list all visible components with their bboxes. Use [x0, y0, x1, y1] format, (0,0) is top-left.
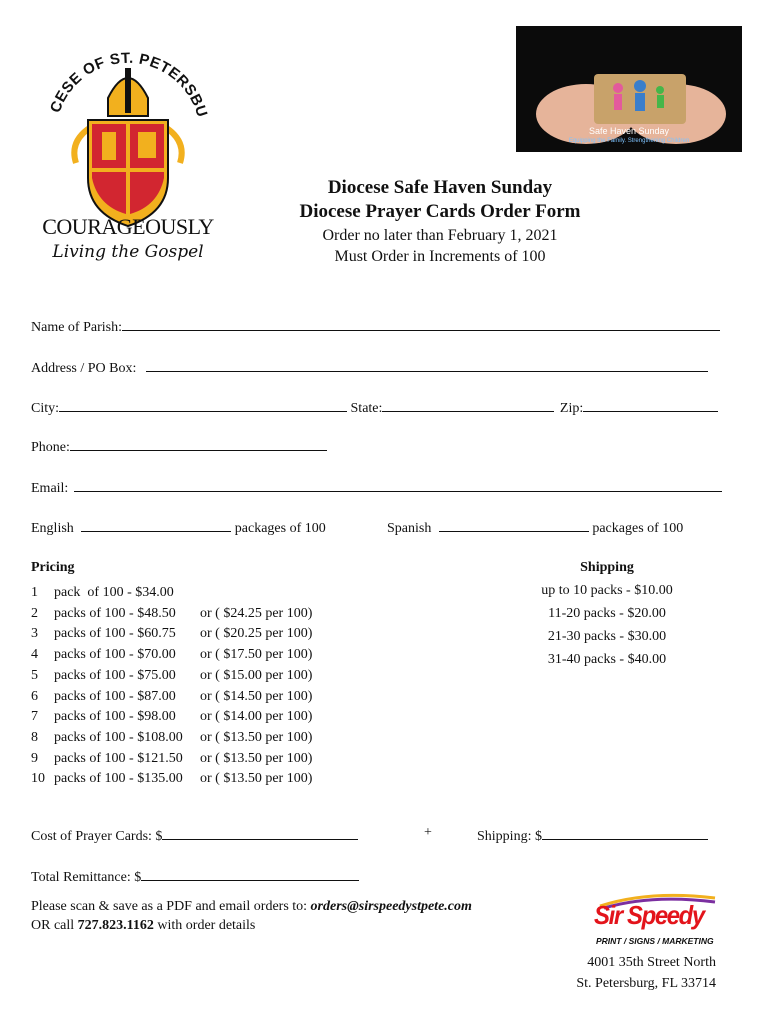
logo-tagline: Living the Gospel: [52, 242, 204, 262]
parish-field[interactable]: [122, 316, 720, 331]
pricing-desc: packs of 100 - $48.50: [54, 605, 176, 621]
address-field[interactable]: [146, 357, 708, 372]
hero-subcaption: Equipping the Family. Strengthening Children: [568, 138, 690, 144]
pricing-per-100: or ( $17.50 per 100): [200, 647, 313, 663]
pricing-qty: 5: [31, 667, 38, 683]
pricing-desc: packs of 100 - $135.00: [54, 771, 183, 787]
svg-text:DIOCESE OF ST. PETERSBURG: CESE OF ST. PETERSBU: [46, 49, 211, 120]
cost-field[interactable]: [162, 825, 358, 840]
email-field[interactable]: [74, 477, 722, 492]
sir-speedy-logo: [590, 892, 720, 950]
email-label: Email:: [31, 481, 69, 496]
phone-label: Phone:: [31, 440, 70, 455]
call-suffix: with order details: [153, 918, 256, 933]
city-state-zip-row: [31, 397, 718, 417]
address-row: [31, 357, 708, 377]
pricing-per-100: or ( $15.00 per 100): [200, 667, 313, 683]
address-label: Address / PO Box:: [31, 361, 137, 376]
pricing-qty: 6: [31, 688, 38, 704]
pricing-qty: 4: [31, 647, 38, 663]
shipping-row: 21-30 packs - $30.00: [547, 629, 667, 644]
pricing-desc: packs of 100 - $75.00: [54, 667, 176, 683]
pricing-desc: packs of 100 - $121.50: [54, 750, 183, 766]
city-label: City:: [31, 401, 60, 416]
spanish-label: Spanish: [387, 521, 432, 536]
diocese-crest-icon: [28, 28, 228, 228]
shipping-cost-field[interactable]: [542, 825, 708, 840]
email-row: [31, 477, 722, 497]
english-label: English: [31, 521, 74, 536]
cost-label: Cost of Prayer Cards: $: [31, 829, 163, 844]
safe-haven-image: [516, 26, 742, 152]
sir-speedy-wordmark: Sir Speedy: [594, 900, 704, 930]
total-row: [31, 866, 359, 886]
english-quantity-field[interactable]: [81, 517, 231, 532]
pricing-heading: Pricing: [31, 560, 75, 575]
form-title-1: Diocese Safe Haven Sunday: [327, 177, 553, 198]
pricing-desc: packs of 100 - $98.00: [54, 709, 176, 725]
state-field[interactable]: [382, 397, 554, 412]
pricing-per-100: or ( $20.25 per 100): [200, 626, 313, 642]
city-field[interactable]: [59, 397, 347, 412]
cost-row: [31, 825, 358, 845]
pricing-qty: 1: [31, 585, 38, 600]
parish-label: Name of Parish:: [31, 320, 122, 335]
pricing-qty: 10: [31, 771, 45, 787]
spanish-row: [387, 517, 683, 537]
pricing-per-100: or ( $14.00 per 100): [200, 709, 313, 725]
shipping-cost-label: Shipping: $: [477, 829, 542, 844]
pricing-per-100: or ( $13.50 per 100): [200, 771, 313, 787]
shipping-heading: Shipping: [580, 560, 634, 575]
phone-row: [31, 436, 327, 456]
pricing-desc: packs of 100 - $108.00: [54, 729, 183, 745]
zip-field[interactable]: [583, 397, 718, 412]
form-title-2: Diocese Prayer Cards Order Form: [299, 201, 581, 222]
english-row: [31, 517, 326, 537]
call-prefix: OR call: [31, 918, 78, 933]
hero-caption: Safe Haven Sunday: [588, 126, 670, 136]
contact-line-1: [31, 899, 472, 915]
parish-row: [31, 316, 720, 336]
pricing-desc: pack of 100 - $34.00: [54, 585, 174, 600]
shipping-row: 11-20 packs - $20.00: [548, 606, 666, 621]
pricing-per-100: or ( $13.50 per 100): [200, 729, 313, 745]
pricing-per-100: or ( $24.25 per 100): [200, 605, 313, 621]
address-line-2: St. Petersburg, FL 33714: [576, 976, 716, 991]
spanish-quantity-field[interactable]: [439, 517, 589, 532]
diocese-logo: [28, 28, 228, 268]
pricing-per-100: or ( $13.50 per 100): [200, 750, 313, 766]
pricing-qty: 2: [31, 605, 38, 621]
sir-speedy-tagline: PRINT / SIGNS / MARKETING: [596, 936, 714, 946]
shipping-row: up to 10 packs - $10.00: [541, 583, 673, 598]
order-phone-link[interactable]: 727.823.1162: [77, 918, 154, 933]
english-suffix: packages of 100: [234, 521, 326, 536]
pricing-qty: 7: [31, 709, 38, 725]
pricing-desc: packs of 100 - $87.00: [54, 688, 176, 704]
address-line-1: 4001 35th Street North: [587, 955, 716, 970]
spanish-suffix: packages of 100: [592, 521, 684, 536]
pricing-per-100: or ( $14.50 per 100): [200, 688, 313, 704]
logo-motto: COURAGEOUSLY: [42, 214, 214, 239]
plus-sign: +: [424, 825, 432, 840]
total-field[interactable]: [141, 866, 359, 881]
order-deadline: Order no later than February 1, 2021: [322, 227, 558, 244]
zip-label: Zip:: [559, 401, 584, 416]
shipping-cost-row: [477, 825, 708, 845]
order-increment-note: Must Order in Increments of 100: [334, 248, 546, 265]
pricing-desc: packs of 100 - $70.00: [54, 647, 176, 663]
contact-line-2: [31, 918, 255, 934]
contact-instructions: Please scan & save as a PDF and email orders to:: [31, 899, 311, 914]
pricing-desc: packs of 100 - $60.75: [54, 626, 176, 642]
total-label: Total Remittance: $: [31, 870, 142, 885]
shipping-row: 31-40 packs - $40.00: [547, 652, 667, 667]
pricing-qty: 3: [31, 626, 38, 642]
order-email-link[interactable]: orders@sirspeedystpete.com: [310, 899, 472, 914]
phone-field[interactable]: [70, 436, 327, 451]
pricing-qty: 8: [31, 729, 38, 745]
state-label: State:: [350, 401, 383, 416]
pricing-qty: 9: [31, 750, 38, 766]
